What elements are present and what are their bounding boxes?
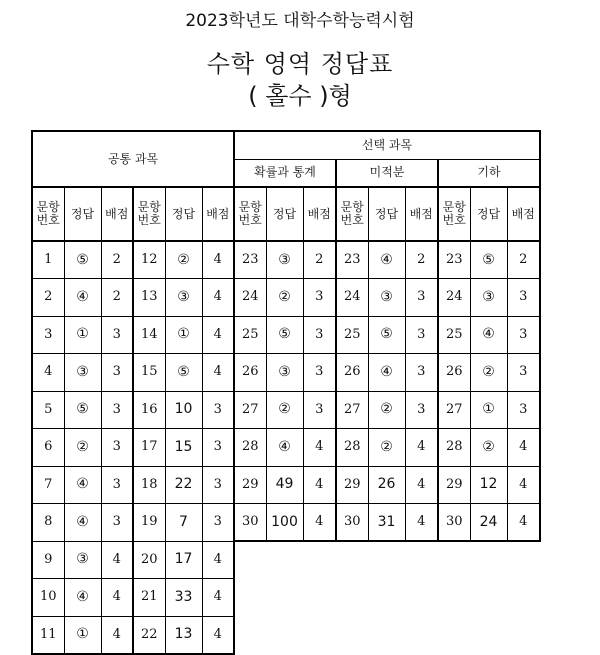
- question-number: 4: [32, 354, 64, 392]
- col-question-number: 문항 번호: [133, 187, 165, 241]
- points-value: 4: [507, 429, 540, 467]
- points-value: 3: [303, 391, 336, 429]
- answer-value: ①: [165, 316, 202, 354]
- question-number: 17: [133, 429, 165, 467]
- table-row: [32, 541, 234, 579]
- answer-value: ④: [368, 354, 405, 392]
- points-value: 4: [303, 429, 336, 467]
- col-answer: 정답: [165, 187, 202, 241]
- col-answer: 정답: [64, 187, 101, 241]
- subject-prob-stats: 확률과 통계: [234, 159, 336, 187]
- table-row: [32, 354, 234, 392]
- points-value: 3: [405, 391, 438, 429]
- table-row: [234, 466, 540, 504]
- points-value: 3: [101, 429, 133, 467]
- question-number: 28: [234, 429, 266, 467]
- question-number: 18: [133, 466, 165, 504]
- question-number: 3: [32, 316, 64, 354]
- table-row: [32, 316, 234, 354]
- common-answer-table: [31, 130, 235, 655]
- common-column-header-row: [32, 187, 234, 241]
- points-value: 2: [507, 241, 540, 279]
- points-value: 3: [405, 316, 438, 354]
- points-value: 4: [405, 429, 438, 467]
- question-number: 25: [438, 316, 470, 354]
- page-title: 수학 영역 정답표: [206, 50, 394, 78]
- points-value: 3: [507, 354, 540, 392]
- points-value: 3: [303, 279, 336, 317]
- table-row: [32, 504, 234, 542]
- answer-value: 17: [165, 541, 202, 579]
- answer-value: ④: [64, 279, 101, 317]
- col-answer: 정답: [368, 187, 405, 241]
- question-number: 13: [133, 279, 165, 317]
- points-value: 3: [303, 354, 336, 392]
- col-points: 배점: [101, 187, 133, 241]
- question-number: 14: [133, 316, 165, 354]
- question-number: 16: [133, 391, 165, 429]
- question-number: 26: [336, 354, 368, 392]
- answer-value: 13: [165, 616, 202, 654]
- question-number: 24: [234, 279, 266, 317]
- points-value: 3: [101, 316, 133, 354]
- points-value: 4: [202, 279, 234, 317]
- question-number: 28: [438, 429, 470, 467]
- points-value: 3: [202, 504, 234, 542]
- answer-value: ①: [470, 391, 507, 429]
- points-value: 3: [507, 316, 540, 354]
- points-value: 3: [507, 279, 540, 317]
- col-question-number: 문항 번호: [32, 187, 64, 241]
- subject-calculus: 미적분: [336, 159, 438, 187]
- points-value: 2: [405, 241, 438, 279]
- table-row: [32, 279, 234, 317]
- points-value: 4: [101, 541, 133, 579]
- table-row: [32, 616, 234, 654]
- points-value: 4: [101, 579, 133, 617]
- points-value: 3: [101, 391, 133, 429]
- question-number: 12: [133, 241, 165, 279]
- answer-value: ④: [64, 466, 101, 504]
- points-value: 2: [303, 241, 336, 279]
- question-number: 11: [32, 616, 64, 654]
- points-value: 3: [507, 391, 540, 429]
- answer-value: 22: [165, 466, 202, 504]
- col-points: 배점: [405, 187, 438, 241]
- answer-value: ⑤: [64, 391, 101, 429]
- col-points: 배점: [202, 187, 234, 241]
- table-row: [234, 354, 540, 392]
- answer-value: ③: [266, 241, 303, 279]
- answer-value: ④: [368, 241, 405, 279]
- points-value: 4: [202, 579, 234, 617]
- points-value: 3: [303, 316, 336, 354]
- answer-value: 100: [266, 504, 303, 542]
- col-question-number: 문항 번호: [336, 187, 368, 241]
- question-number: 22: [133, 616, 165, 654]
- points-value: 2: [101, 241, 133, 279]
- elective-answer-table: [233, 130, 541, 542]
- points-value: 4: [303, 504, 336, 542]
- question-number: 9: [32, 541, 64, 579]
- question-number: 25: [336, 316, 368, 354]
- question-number: 24: [336, 279, 368, 317]
- points-value: 3: [101, 354, 133, 392]
- question-number: 21: [133, 579, 165, 617]
- common-subject-header: 공통 과목: [32, 131, 234, 187]
- question-number: 10: [32, 579, 64, 617]
- answer-value: ②: [470, 354, 507, 392]
- question-number: 8: [32, 504, 64, 542]
- question-number: 1: [32, 241, 64, 279]
- question-number: 29: [234, 466, 266, 504]
- answer-value: ②: [470, 429, 507, 467]
- question-number: 27: [234, 391, 266, 429]
- answer-value: ①: [64, 316, 101, 354]
- subject-geometry: 기하: [438, 159, 540, 187]
- table-row: [32, 579, 234, 617]
- answer-value: ③: [470, 279, 507, 317]
- question-number: 5: [32, 391, 64, 429]
- answer-value: 33: [165, 579, 202, 617]
- question-number: 23: [336, 241, 368, 279]
- col-question-number: 문항 번호: [234, 187, 266, 241]
- question-number: 26: [234, 354, 266, 392]
- question-number: 23: [234, 241, 266, 279]
- points-value: 4: [405, 466, 438, 504]
- answer-value: 15: [165, 429, 202, 467]
- table-row: [234, 279, 540, 317]
- answer-value: 49: [266, 466, 303, 504]
- answer-value: ②: [368, 429, 405, 467]
- form-type-title: ( 홀수 )형: [248, 82, 352, 110]
- question-number: 27: [336, 391, 368, 429]
- points-value: 4: [202, 316, 234, 354]
- points-value: 3: [101, 466, 133, 504]
- question-number: 20: [133, 541, 165, 579]
- points-value: 3: [405, 279, 438, 317]
- question-number: 25: [234, 316, 266, 354]
- col-points: 배점: [507, 187, 540, 241]
- answer-value: 12: [470, 466, 507, 504]
- answer-value: ③: [266, 354, 303, 392]
- table-row: [32, 241, 234, 279]
- table-row: [32, 391, 234, 429]
- question-number: 30: [438, 504, 470, 542]
- question-number: 27: [438, 391, 470, 429]
- elective-column-header-row: [234, 187, 540, 241]
- question-number: 7: [32, 466, 64, 504]
- answer-value: 31: [368, 504, 405, 542]
- answer-value: 7: [165, 504, 202, 542]
- answer-value: ②: [165, 241, 202, 279]
- answer-value: ②: [266, 279, 303, 317]
- points-value: 3: [405, 354, 438, 392]
- table-row: [234, 391, 540, 429]
- answer-value: ⑤: [266, 316, 303, 354]
- answer-value: ①: [64, 616, 101, 654]
- answer-value: ⑤: [470, 241, 507, 279]
- question-number: 24: [438, 279, 470, 317]
- answer-value: ②: [266, 391, 303, 429]
- points-value: 4: [202, 616, 234, 654]
- points-value: 3: [101, 504, 133, 542]
- answer-value: ④: [470, 316, 507, 354]
- points-value: 4: [202, 354, 234, 392]
- answer-value: ④: [64, 579, 101, 617]
- answer-value: ②: [368, 391, 405, 429]
- question-number: 15: [133, 354, 165, 392]
- table-row: [234, 241, 540, 279]
- col-points: 배점: [303, 187, 336, 241]
- question-number: 2: [32, 279, 64, 317]
- answer-value: ④: [64, 504, 101, 542]
- points-value: 3: [202, 429, 234, 467]
- points-value: 4: [507, 466, 540, 504]
- elective-subject-row: [234, 159, 540, 187]
- answer-value: ③: [368, 279, 405, 317]
- points-value: 4: [405, 504, 438, 542]
- points-value: 3: [202, 391, 234, 429]
- points-value: 4: [202, 241, 234, 279]
- answer-value: ⑤: [165, 354, 202, 392]
- exam-year-title: 2023학년도 대학수학능력시험: [185, 11, 415, 31]
- answer-value: 26: [368, 466, 405, 504]
- answer-value: ⑤: [64, 241, 101, 279]
- points-value: 4: [507, 504, 540, 542]
- answer-value: ③: [165, 279, 202, 317]
- question-number: 28: [336, 429, 368, 467]
- answer-value: ④: [266, 429, 303, 467]
- col-answer: 정답: [266, 187, 303, 241]
- table-row: [234, 429, 540, 467]
- question-number: 29: [336, 466, 368, 504]
- points-value: 4: [303, 466, 336, 504]
- question-number: 19: [133, 504, 165, 542]
- question-number: 30: [336, 504, 368, 542]
- col-question-number: 문항 번호: [438, 187, 470, 241]
- table-row: [234, 316, 540, 354]
- points-value: 2: [101, 279, 133, 317]
- answer-value: ③: [64, 541, 101, 579]
- elective-subject-header: 선택 과목: [234, 131, 540, 159]
- points-value: 4: [101, 616, 133, 654]
- answer-value: ②: [64, 429, 101, 467]
- table-row: [32, 466, 234, 504]
- question-number: 30: [234, 504, 266, 542]
- table-row: [234, 504, 540, 542]
- table-row: [32, 429, 234, 467]
- question-number: 23: [438, 241, 470, 279]
- question-number: 6: [32, 429, 64, 467]
- answer-value: ③: [64, 354, 101, 392]
- points-value: 4: [202, 541, 234, 579]
- question-number: 26: [438, 354, 470, 392]
- col-answer: 정답: [470, 187, 507, 241]
- answer-value: 10: [165, 391, 202, 429]
- answer-value: 24: [470, 504, 507, 542]
- question-number: 29: [438, 466, 470, 504]
- answer-value: ⑤: [368, 316, 405, 354]
- points-value: 3: [202, 466, 234, 504]
